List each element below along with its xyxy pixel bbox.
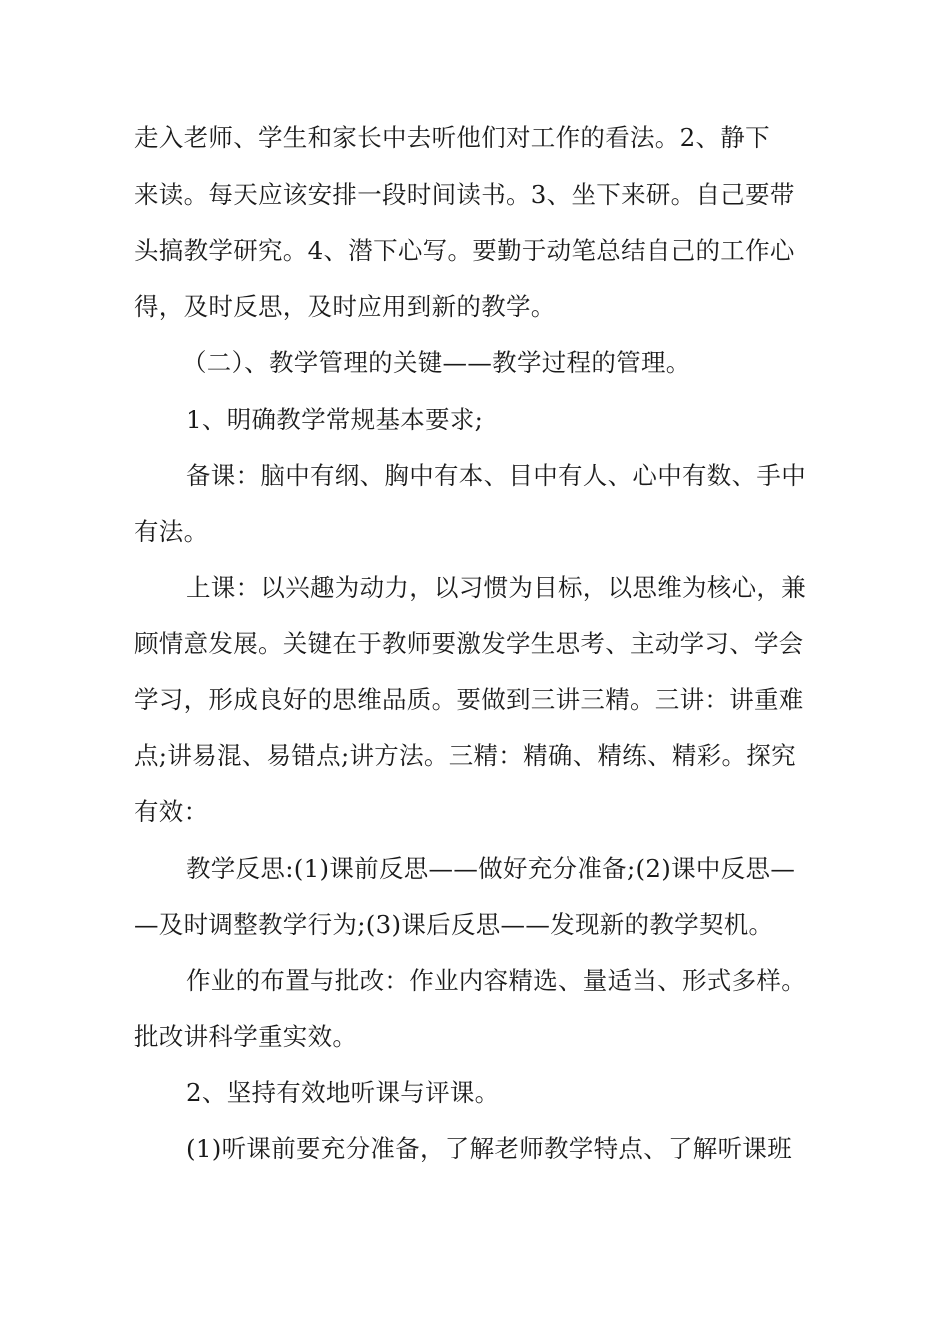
text-line: (1)听课前要充分准备，了解老师教学特点、了解听课班 (186, 1134, 793, 1163)
text-line: 作业的布置与批改：作业内容精选、量适当、形式多样。 (186, 966, 806, 995)
text-line: 批改讲科学重实效。 (134, 1022, 358, 1051)
text-line: 顾情意发展。关键在于教师要激发学生思考、主动学习、学会 (134, 629, 804, 658)
text-line: 来读。每天应该安排一段时间读书。3、坐下来研。自己要带 (134, 180, 795, 209)
text-line: 有效： (134, 797, 209, 826)
text-line: 教学反思:(1)课前反思——做好充分准备;(2)课中反思— (186, 854, 796, 883)
text-line: 走入老师、学生和家长中去听他们对工作的看法。2、静下 (134, 123, 770, 152)
text-line: 点;讲易混、易错点;讲方法。三精：精确、精练、精彩。探究 (134, 741, 796, 770)
text-line: 学习，形成良好的思维品质。要做到三讲三精。三讲：讲重难 (134, 685, 804, 714)
text-line: —及时调整教学行为;(3)课后反思——发现新的教学契机。 (134, 910, 774, 939)
text-line: 上课：以兴趣为动力，以习惯为目标，以思维为核心，兼 (186, 573, 806, 602)
subsection-heading: 1、明确教学常规基本要求; (186, 405, 484, 434)
text-line: 头搞教学研究。4、潜下心写。要勤于动笔总结自己的工作心 (134, 236, 795, 265)
text-line: 有法。 (134, 517, 209, 546)
text-line: 得，及时反思，及时应用到新的教学。 (134, 292, 556, 321)
text-line: 备课：脑中有纲、胸中有本、目中有人、心中有数、手中 (186, 461, 806, 490)
section-heading: （二）、教学管理的关键——教学过程的管理。 (182, 348, 691, 377)
subsection-heading: 2、坚持有效地听课与评课。 (186, 1078, 500, 1107)
